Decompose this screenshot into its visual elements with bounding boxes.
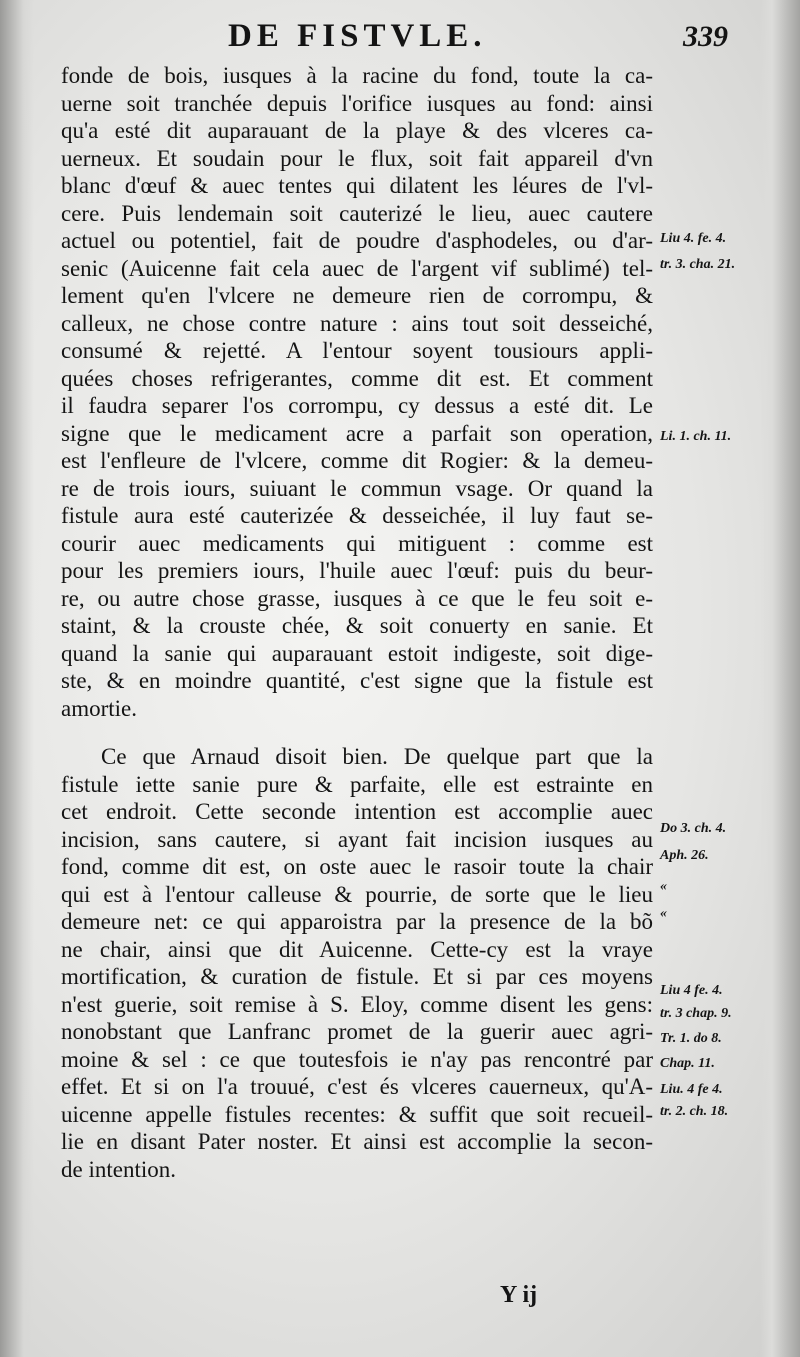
text-line: re, ou autre chose grasse, iusques à ce que le feu soit e- [61,585,653,611]
text-line: calleux, ne chose contre nature : ains tout soit desseiché, [61,310,653,336]
margin-note: tr. 3 chap. 9. [660,1006,732,1021]
page-edge-shadow-right [760,0,800,1357]
margin-note: tr. 3. cha. 21. [660,257,736,272]
text-line: qu'a esté dit auparauant de la playe & des vlceres ca- [61,118,653,143]
text-line: incision, sans cautere, si ayant fait incision iusques au [61,826,653,852]
text-line: n'est guerie, soit remise à S. Eloy, comme disent les gens: [61,991,653,1017]
text-line: nonobstant que Lanfranc promet de la guerir auec agri- [61,1019,653,1044]
margin-note: Tr. 1. do 8. [660,1031,722,1046]
paragraph [61,62,653,722]
text-line: actuel ou potentiel, fait de poudre d'asphodeles, ou d'ar- [61,228,653,253]
text-line: moine & sel : ce que toutesfois ie n'ay pas rencontré par [61,1046,653,1072]
text-line: amortie. [61,695,137,721]
page-edge-shadow-left [0,0,34,1357]
text-line: effet. Et si on l'a trouué, c'est és vlceres cauerneux, qu'A- [61,1074,653,1099]
text-line: mortification, & curation de fistule. Et si par ces moyens [61,964,653,989]
text-line: cet endroit. Cette seconde intention est accomplie auec [61,799,653,824]
text-line: est l'enfleure de l'vlcere, comme dit Rogier: & la demeu- [61,448,653,473]
text-line: uicenne appelle fistules recentes: & suffit que soit recueil- [61,1101,653,1127]
text-line: demeure net: ce qui apparoistra par la presence de la bõ [61,909,653,934]
margin-note: tr. 2. ch. 18. [660,1104,729,1119]
text-line: re de trois iours, suiuant le commun vsage. Or quand la [61,475,653,501]
page-header [60,18,740,58]
text-line: uerneux. Et soudain pour le flux, soit fait appareil d'vn [61,145,653,171]
text-line: qui est à l'entour calleuse & pourrie, de sorte que le lieu [61,881,653,907]
margin-note: « [660,906,667,921]
text-line: cere. Puis lendemain soit cauterizé le lieu, auec cautere [61,200,653,226]
text-line: blanc d'œuf & auec tentes qui dilatent les léures de l'vl- [61,173,653,198]
text-line: ne chair, ainsi que dit Auicenne. Cette-cy est la vraye [61,936,653,962]
margin-note: Liu. 4 fe 4. [660,1082,723,1097]
text-line: fistule iette sanie pure & parfaite, elle est estrainte en [61,771,653,797]
margin-note: « [660,879,667,894]
page-number: 339 [683,20,728,53]
text-line: staint, & la crouste chée, & soit conuerty en sanie. Et [61,613,653,638]
text-line: il faudra separer l'os corrompu, cy dessus a esté dit. Le [61,393,653,418]
text-line: fond, comme dit est, on oste auec le rasoir toute la chair [61,854,653,879]
text-line: quand la sanie qui auparauant estoit indigeste, soit dige- [61,640,653,666]
margin-note: Do 3. ch. 4. [660,821,727,836]
text-line: lie en disant Pater noster. Et ainsi est accomplie la secon- [61,1129,653,1154]
text-line: Ce que Arnaud disoit bien. De quelque part que la [101,744,653,769]
text-line: de intention. [61,1156,176,1182]
margin-note: Liu 4. fe. 4. [660,231,727,246]
margin-note: Aph. 26. [660,848,709,863]
text-line: signe que le medicament acre a parfait son operation, [61,420,653,446]
text-line: uerne soit tranchée depuis l'orifice iusques au fond: ainsi [61,90,653,116]
margin-note: Li. 1. ch. 11. [660,429,732,444]
text-line: fonde de bois, iusques à la racine du fond, toute la ca- [61,63,653,88]
text-line: courir auec medicaments qui mitiguent : comme est [61,530,653,556]
text-line: pour les premiers iours, l'huile auec l'œuf: puis du beur- [61,558,653,583]
margin-note: Liu 4 fe. 4. [660,983,723,998]
signature-mark: Y ij [500,1282,538,1308]
text-line: lement qu'en l'vlcere ne demeure rien de corrompu, & [61,283,653,308]
main-text [61,62,653,1183]
paragraph-gap [61,722,653,743]
margin-note: Chap. 11. [660,1056,715,1071]
text-line: quées choses refrigerantes, comme dit est. Et comment [61,365,653,391]
paragraph [61,743,653,1183]
text-line: fistule aura esté cauterizée & desseichée, il luy faut se- [61,503,653,528]
text-line: consumé & rejetté. A l'entour soyent tousiours appli- [61,338,653,363]
text-line: ste, & en moindre quantité, c'est signe que la fistule est [61,668,653,693]
running-title: DE FISTVLE. [228,18,487,54]
text-line: senic (Auicenne fait cela auec de l'argent vif sublimé) tel- [61,255,653,281]
